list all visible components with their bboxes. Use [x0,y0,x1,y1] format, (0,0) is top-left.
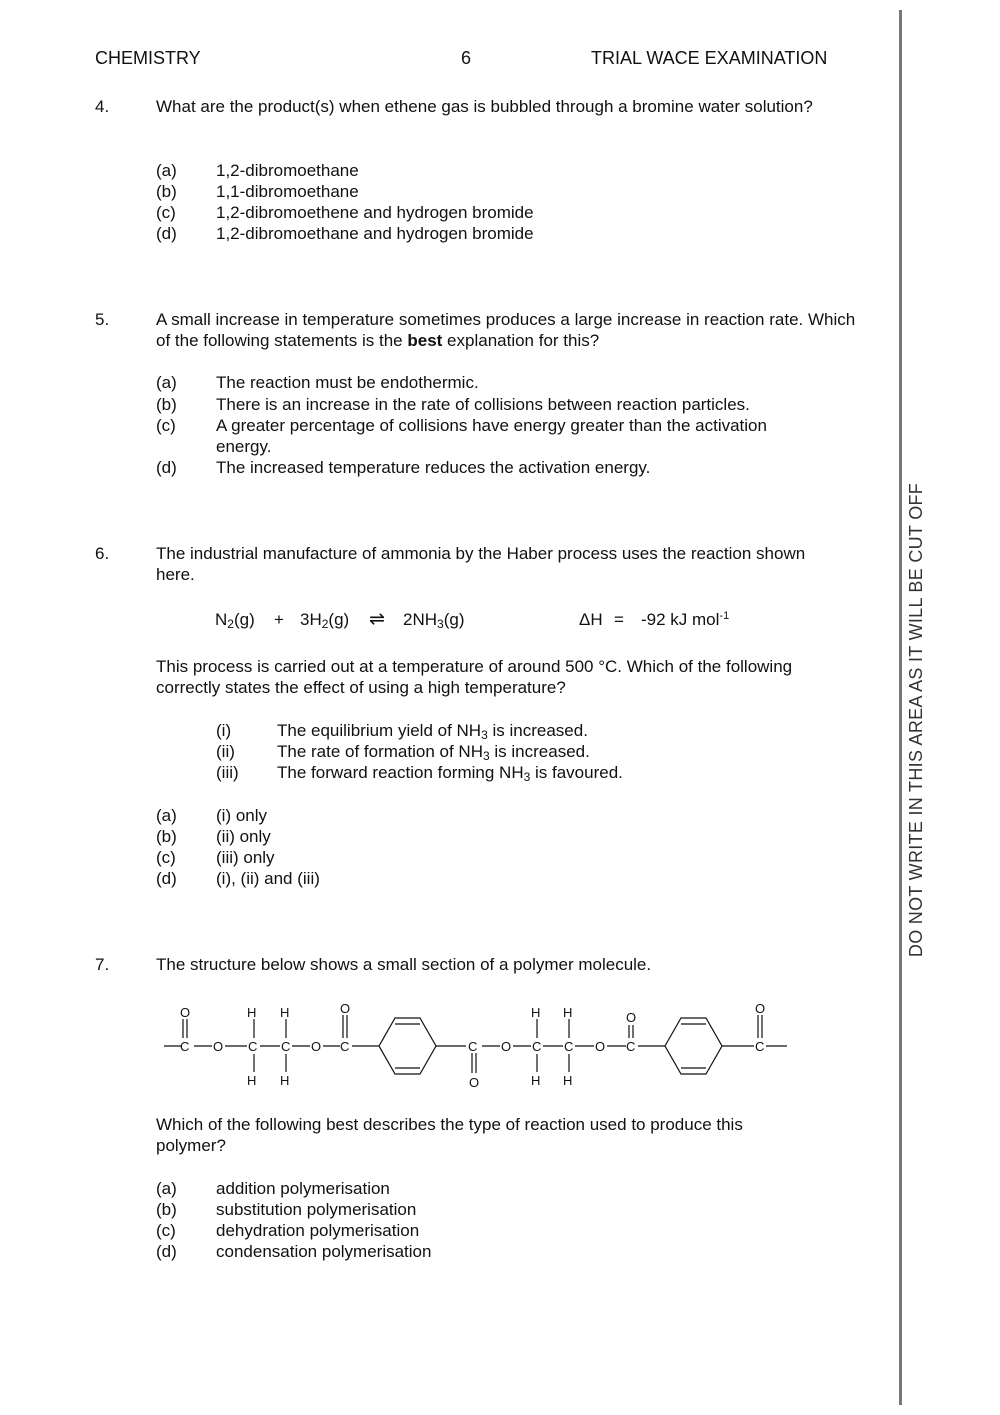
question-text [156,309,856,351]
option-7d[interactable] [0,1241,880,1262]
option-4d[interactable] [0,223,880,244]
option-5d[interactable] [0,457,880,478]
question-text-end: explanation for this? [442,331,600,350]
atom-oxygen: O [180,1005,191,1020]
question-7-prompt: Which of the following best describes the type of reaction used to produce this polymer? [156,1115,743,1155]
option-5b[interactable] [0,394,880,415]
atom-carbon: C [248,1039,258,1054]
option-label: (b) [156,182,177,201]
cut-off-line [899,10,902,1405]
statement-text: The rate of formation of $NH_3$ is increased. [277,742,590,763]
hydrogen-term: $3H_2(g)$ [300,610,350,631]
statement-text: The equilibrium yield of $NH_3$ is increased. [277,721,588,742]
option-label: (a) [156,1179,177,1198]
atom-hydrogen: H [531,1005,541,1020]
atom-hydrogen: H [247,1073,257,1088]
option-text: condensation polymerisation [216,1242,432,1261]
option-6d[interactable] [0,868,880,889]
plus-sign: + [274,610,284,629]
option-7c[interactable] [0,1220,880,1241]
exam-title: TRIAL WACE EXAMINATION [591,48,828,68]
question-number: 4. [95,97,110,116]
option-7a[interactable] [0,1178,880,1199]
option-label: (d) [156,1242,177,1261]
option-label: (b) [156,827,177,846]
question-text-start: A small increase in temperature sometimes produces a large increase in reaction rate. Which of the following statements is the [156,310,856,350]
atom-carbon: C [532,1039,542,1054]
atom-oxygen: O [755,1001,766,1016]
option-5a[interactable] [0,372,880,393]
option-text: The increased temperature reduces the activation energy. [216,458,651,477]
atom-carbon: C [468,1039,478,1054]
enthalpy-value: -92 kJ mol$^{-1}$ [641,610,730,629]
atom-oxygen: O [501,1039,512,1054]
statement-ii [0,741,880,762]
equilibrium-arrow: ⇌ [369,609,385,630]
option-4b[interactable] [0,181,880,202]
option-4c[interactable] [0,202,880,223]
option-5c[interactable] [0,415,880,457]
option-6c[interactable] [0,847,880,868]
question-6-context: This process is carried out at a temperature of around 500 °C. Which of the following correctly states the effect of using a high temperature? [156,657,793,697]
option-label: (d) [156,224,177,243]
option-label: (c) [156,848,176,867]
option-label: (c) [156,203,176,222]
question-number: 7. [95,955,110,974]
atom-carbon: C [564,1039,574,1054]
haber-equation [0,609,880,633]
statement-i [0,720,880,741]
option-label: (b) [156,1200,177,1219]
option-text: (ii) only [216,827,271,846]
atom-hydrogen: H [563,1005,573,1020]
atom-hydrogen: H [280,1005,290,1020]
atom-carbon: C [340,1039,350,1054]
option-text: substitution polymerisation [216,1200,417,1219]
atom-oxygen: O [213,1039,224,1054]
option-label: (d) [156,458,177,477]
equals-sign: = [614,610,624,629]
atom-hydrogen: H [531,1073,541,1088]
atom-oxygen: O [340,1001,351,1016]
atom-carbon: C [755,1039,765,1054]
option-4a[interactable] [0,160,880,181]
atom-carbon: C [180,1039,190,1054]
statement-label: (iii) [216,763,239,782]
option-text: 1,1-dibromoethane [216,182,359,201]
atom-oxygen: O [595,1039,606,1054]
ammonia-term: $2NH_3(g)$ [403,610,465,631]
option-label: (a) [156,161,177,180]
option-text: 1,2-dibromoethane [216,161,359,180]
option-text: 1,2-dibromoethene and hydrogen bromide [216,203,534,222]
atom-oxygen: O [311,1039,322,1054]
atom-carbon: C [281,1039,291,1054]
subject-title: CHEMISTRY [95,48,201,68]
polyester-structure [150,995,800,1095]
option-label: (d) [156,869,177,888]
option-text: dehydration polymerisation [216,1221,420,1240]
atom-oxygen: O [469,1075,480,1090]
option-text: 1,2-dibromoethane and hydrogen bromide [216,224,534,243]
option-label: (a) [156,373,177,392]
option-text: A greater percentage of collisions have energy greater than the activation energy. [216,416,767,456]
option-text: (i), (ii) and (iii) [216,869,320,888]
option-text: (iii) only [216,848,275,867]
atom-hydrogen: H [563,1073,573,1088]
option-label: (c) [156,1221,176,1240]
atom-hydrogen: H [280,1073,290,1088]
option-6a[interactable] [0,805,880,826]
question-number: 6. [95,544,110,563]
statement-label: (i) [216,721,232,740]
option-label: (a) [156,806,177,825]
statement-text: The forward reaction forming $NH_3$ is favoured. [277,763,623,784]
atom-carbon: C [626,1039,636,1054]
statement-label: (ii) [216,742,235,761]
question-text: What are the product(s) when ethene gas is bubbled through a bromine water solution? [156,97,813,116]
atom-hydrogen: H [247,1005,257,1020]
option-text: There is an increase in the rate of collisions between reaction particles. [216,395,750,414]
option-7b[interactable] [0,1199,880,1220]
question-number: 5. [95,310,110,329]
enthalpy-label: ΔH [579,610,603,629]
option-6b[interactable] [0,826,880,847]
emphasis-best: best [407,331,443,350]
option-text: addition polymerisation [216,1179,390,1198]
option-label: (c) [156,416,176,435]
option-text: (i) only [216,806,268,825]
statement-iii [0,762,880,783]
option-text: The reaction must be endothermic. [216,373,479,392]
page-number: 6 [461,48,472,68]
cut-off-warning: DO NOT WRITE IN THIS AREA AS IT WILL BE CUT OFF [906,482,926,958]
atom-oxygen: O [626,1010,637,1025]
option-label: (b) [156,395,177,414]
question-text: The structure below shows a small section of a polymer molecule. [156,955,652,974]
nitrogen-term: $N_2(g)$ [215,610,255,631]
question-text: The industrial manufacture of ammonia by the Haber process uses the reaction shown here. [156,544,806,584]
